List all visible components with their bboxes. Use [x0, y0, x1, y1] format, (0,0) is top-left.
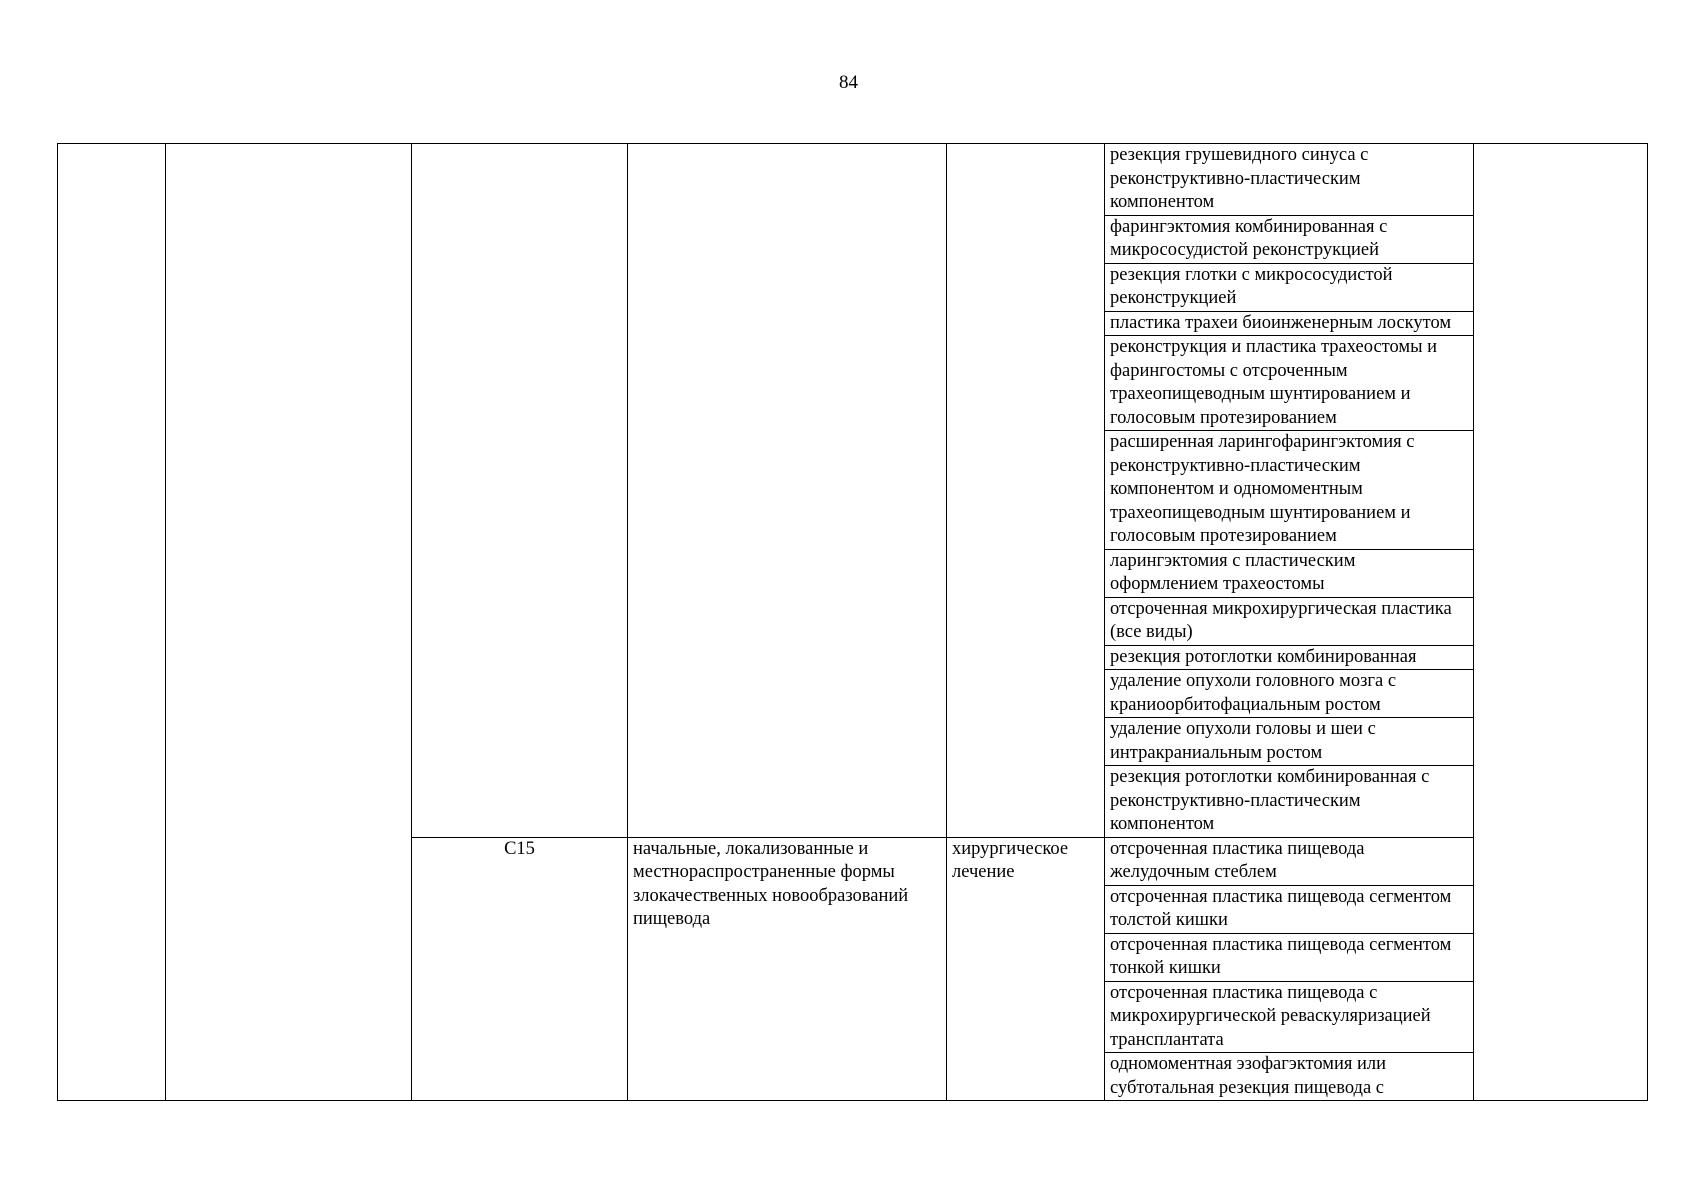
diagnosis-cell: начальные, локализованные и местнораспространенные формы злокачественных новообразований пищевода [628, 837, 947, 1101]
method-cell: одномоментная эзофагэктомия или субтотальная резекция пищевода с [1105, 1053, 1474, 1101]
icd-code-cell: C15 [412, 837, 628, 1101]
method-cell: отсроченная пластика пищевода желудочным стеблем [1105, 837, 1474, 885]
method-cell: резекция грушевидного синуса с реконструктивно-пластическим компонентом [1105, 144, 1474, 216]
method-cell: фарингэктомия комбинированная с микрососудистой реконструкцией [1105, 215, 1474, 263]
method-cell: резекция глотки с микрососудистой реконструкцией [1105, 263, 1474, 311]
col-diagnosis-cell [628, 144, 947, 838]
table-row [58, 144, 1648, 216]
col-code-cell [412, 144, 628, 838]
method-cell: удаление опухоли головного мозга с краниоорбитофациальным ростом [1105, 670, 1474, 718]
method-cell: резекция ротоглотки комбинированная с реконструктивно-пластическим компонентом [1105, 766, 1474, 838]
method-cell: ларингэктомия с пластическим оформлением трахеостомы [1105, 549, 1474, 597]
col-treatment-cell [947, 144, 1105, 838]
method-cell: пластика трахеи биоинженерным лоскутом [1105, 311, 1474, 336]
col-cost-cell [1474, 144, 1648, 1101]
method-cell: расширенная ларингофарингэктомия с реконструктивно-пластическим компонентом и одномоментным трахеопищеводным шунтированием и голосовым протезированием [1105, 431, 1474, 550]
treatment-cell: хирургическое лечение [947, 837, 1105, 1101]
medical-care-table [57, 143, 1648, 1101]
method-cell: отсроченная микрохирургическая пластика (все виды) [1105, 597, 1474, 645]
page-number: 84 [839, 72, 858, 93]
method-cell: резекция ротоглотки комбинированная [1105, 645, 1474, 670]
method-cell: отсроченная пластика пищевода сегментом толстой кишки [1105, 885, 1474, 933]
method-cell: удаление опухоли головы и шеи с интракраниальным ростом [1105, 718, 1474, 766]
col-name-cell [166, 144, 412, 1101]
col-number-cell [58, 144, 166, 1101]
method-cell: отсроченная пластика пищевода сегментом тонкой кишки [1105, 933, 1474, 981]
method-cell: отсроченная пластика пищевода с микрохирургической реваскуляризацией трансплантата [1105, 981, 1474, 1053]
method-cell: реконструкция и пластика трахеостомы и фарингостомы с отсроченным трахеопищеводным шунтированием и голосовым протезированием [1105, 336, 1474, 431]
